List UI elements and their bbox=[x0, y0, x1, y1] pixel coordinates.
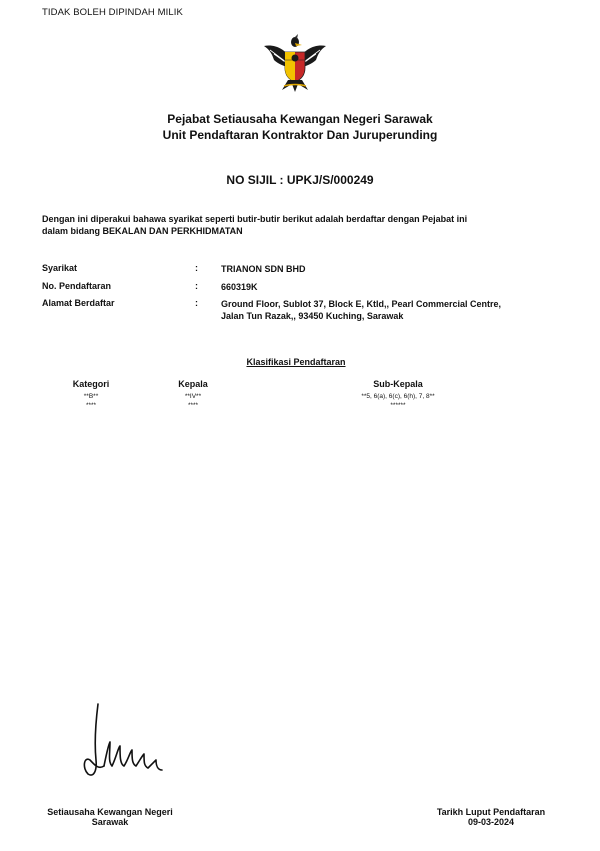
head-value: **IV** bbox=[184, 393, 202, 400]
head-header: Kepala bbox=[178, 379, 208, 389]
sarawak-coat-of-arms-icon bbox=[262, 34, 328, 94]
signatory-title: Setiausaha Kewangan Negeri bbox=[47, 807, 173, 817]
address-colon: : bbox=[195, 298, 198, 308]
address-value bbox=[221, 298, 561, 322]
signatory-state: Sarawak bbox=[91, 817, 129, 827]
subhead-value: **5, 6(a), 6(c), 6(h), 7, 8** bbox=[361, 393, 435, 400]
address-line2: Jalan Tun Razak,, 93450 Kuching, Sarawak bbox=[221, 311, 404, 321]
registration-colon: : bbox=[195, 281, 198, 291]
category-header: Kategori bbox=[72, 379, 110, 389]
address-label: Alamat Berdaftar bbox=[42, 298, 115, 308]
signatory-block bbox=[30, 807, 190, 827]
address-line1: Ground Floor, Sublot 37, Block E, Ktld,, Pearl Commercial Centre, bbox=[221, 299, 502, 309]
declaration-line1: Dengan ini diperakui bahawa syarikat seperti butir-butir berikut adalah berdaftar dengan Pejabat ini bbox=[42, 214, 468, 224]
classification-title: Klasifikasi Pendaftaran bbox=[246, 357, 346, 367]
head-value-2: **** bbox=[187, 402, 199, 409]
company-label: Syarikat bbox=[42, 263, 78, 273]
declaration-line2: dalam bidang BEKALAN DAN PERKHIDMATAN bbox=[42, 226, 243, 236]
expiry-block bbox=[414, 807, 568, 827]
subhead-header: Sub-Kepala bbox=[373, 379, 423, 389]
registration-label: No. Pendaftaran bbox=[42, 281, 112, 291]
company-value: TRIANON SDN BHD bbox=[221, 264, 306, 274]
org-name-line2: Unit Pendaftaran Kontraktor Dan Juruperunding bbox=[162, 128, 438, 142]
declaration-text bbox=[42, 213, 552, 237]
certificate-number: NO SIJIL : UPKJ/S/000249 bbox=[226, 173, 374, 187]
company-colon: : bbox=[195, 263, 198, 273]
registration-value: 660319K bbox=[221, 282, 258, 292]
category-value: **B** bbox=[83, 393, 99, 400]
category-value-2: **** bbox=[85, 402, 97, 409]
subhead-value-2: ****** bbox=[390, 402, 406, 409]
org-name-line1: Pejabat Setiausaha Kewangan Negeri Sarawak bbox=[167, 112, 433, 126]
expiry-date: 09-03-2024 bbox=[467, 817, 515, 827]
non-transferable-notice: TIDAK BOLEH DIPINDAH MILIK bbox=[42, 7, 183, 18]
expiry-label: Tarikh Luput Pendaftaran bbox=[436, 807, 546, 817]
signature-icon bbox=[74, 700, 174, 782]
